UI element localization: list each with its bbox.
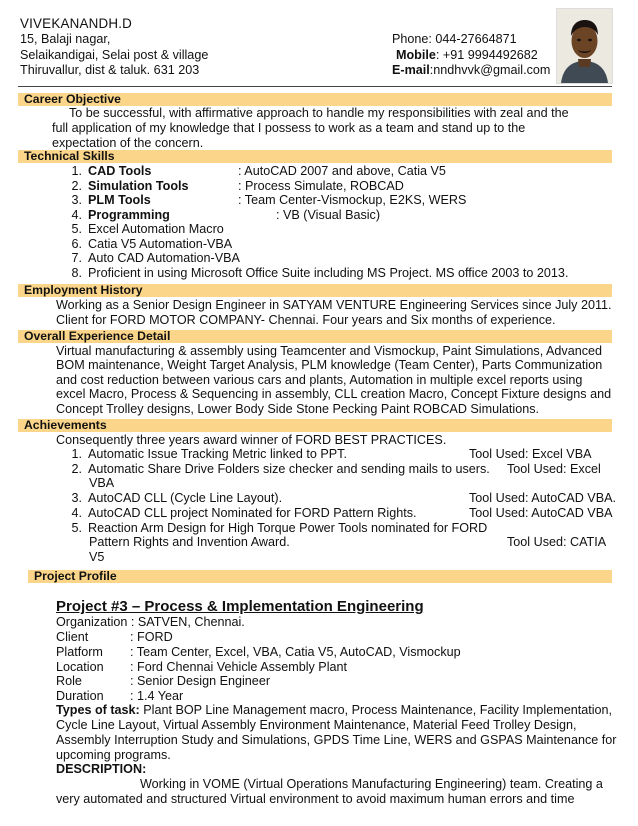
achievement-item: 1. Automatic Issue Tracking Metric linked to PPT. (71, 447, 347, 461)
experience-line-4: excel Macro, Process & Sequencing in assembly, CLL creation Macro, Concept Fixture designs and (56, 387, 612, 401)
skill-item: 8. Proficient in using Microsoft Office Suite including MS Project. MS office 2003 to 2013. (71, 266, 569, 280)
contact-right (392, 32, 557, 79)
section-career-objective: Career Objective (18, 93, 612, 106)
objective-line-3: expectation of the concern. (52, 136, 204, 150)
project-field: Duration : 1.4 Year (56, 689, 184, 703)
skill-item: 1. CAD Tools : AutoCAD 2007 and above, Catia V5 (71, 164, 446, 178)
objective-line-1: To be successful, with affirmative approach to handle my responsibilities with zeal and the (69, 106, 569, 120)
address-line-2: Selaikandigai, Selai post & village (20, 47, 209, 62)
employment-line-1: Working as a Senior Design Engineer in SATYAM VENTURE Engineering Services since July 2011. (56, 298, 612, 312)
achievement-item: 3. AutoCAD CLL (Cycle Line Layout). (71, 491, 283, 505)
description-line-2: very automated and structured Virtual environment to avoid maximum human errors and time (56, 792, 575, 806)
email-value: :nndhvvk@gmail.com (429, 63, 551, 77)
section-overall-experience: Overall Experience Detail (18, 330, 612, 343)
experience-line-5: Concept Trolley designs, Lower Body Side Stone Pecking Paint ROBCAD Simulations. (56, 402, 540, 416)
address-line-1: 15, Balaji nagar, (20, 32, 111, 46)
project-field: Location : Ford Chennai Vehicle Assembly Plant (56, 660, 348, 674)
achievement-tool: Tool Used: AutoCAD VBA (469, 506, 613, 520)
achievement-tool-continued: V5 (89, 550, 105, 564)
profile-photo-illustration (557, 9, 612, 83)
candidate-name: VIVEKANANDH.D (20, 16, 132, 31)
types-of-task-label: Types of task: (56, 703, 140, 717)
skill-item: 3. PLM Tools : Team Center-Vismockup, E2KS, WERS (71, 193, 467, 207)
achievement-tool: Tool Used: AutoCAD VBA. (469, 491, 616, 505)
phone-value: : 044-27664871 (428, 32, 517, 46)
phone-label: Phone (392, 32, 429, 46)
project-field: Role : Senior Design Engineer (56, 674, 271, 688)
objective-line-2: full application of my knowledge that I possess to work as a team and stand up to the (52, 121, 526, 135)
project-title: Project #3 – Process & Implementation Engineering (56, 598, 424, 615)
email-label: E-mail (392, 63, 430, 77)
achievement-item: 5. Reaction Arm Design for High Torque Power Tools nominated for FORD (71, 521, 488, 535)
description-line-1: Working in VOME (Virtual Operations Manufacturing Engineering) team. Creating a (140, 777, 603, 791)
skill-item: 6. Catia V5 Automation-VBA (71, 237, 233, 251)
achievement-item: 4. AutoCAD CLL project Nominated for FORD Pattern Rights. (71, 506, 417, 520)
types-of-task-line-1: Types of task: Plant BOP Line Management macro, Process Maintenance, Facility Implementation, (56, 703, 613, 717)
experience-line-1: Virtual manufacturing & assembly using Teamcenter and Vismockup, Paint Simulations, Advanced (56, 344, 603, 358)
section-achievements: Achievements (18, 419, 612, 432)
phone-line (392, 32, 557, 48)
experience-line-2: BOM maintenance, Weight Target Analysis, PLM knowledge (Team Center), Parts Communization (56, 358, 603, 372)
achievement-tool: Tool Used: CATIA (507, 535, 607, 549)
description-label: DESCRIPTION: (56, 762, 147, 776)
email-line (392, 63, 557, 79)
profile-photo (556, 8, 613, 84)
address-line-3: Thiruvallur, dist & taluk. 631 203 (20, 63, 200, 77)
achievement-tool: Tool Used: Excel VBA (469, 447, 592, 461)
achievements-intro: Consequently three years award winner of FORD BEST PRACTICES. (56, 433, 447, 447)
mobile-value: : +91 9994492682 (435, 47, 538, 62)
skill-item: 2. Simulation Tools : Process Simulate, ROBCAD (71, 179, 404, 193)
project-field: Client : FORD (56, 630, 173, 644)
experience-line-3: and cost reduction between various cars and plants, Automation in multiple excel reports using (56, 373, 583, 387)
contact-left (20, 16, 350, 79)
skill-item: 5. Excel Automation Macro (71, 222, 224, 236)
achievement-item-line-2: Pattern Rights and Invention Award. (89, 535, 290, 549)
skill-item: 7. Auto CAD Automation-VBA (71, 251, 240, 265)
types-of-task-line-2: Cycle Line Layout, Virtual Assembly Environment Maintenance, Material Feed Trolley Design, (56, 718, 577, 732)
project-field: Platform : Team Center, Excel, VBA, Catia V5, AutoCAD, Vismockup (56, 645, 461, 659)
achievement-tool-continued: VBA (89, 476, 115, 490)
achievement-item: 2. Automatic Share Drive Folders size checker and sending mails to users. (71, 462, 490, 476)
mobile-label: Mobile (396, 47, 436, 62)
section-technical-skills: Technical Skills (18, 150, 612, 163)
types-of-task-line-4: upcoming programs. (56, 748, 171, 762)
achievement-tool: Tool Used: Excel (507, 462, 601, 476)
skill-item: 4. Programming : VB (Visual Basic) (71, 208, 381, 222)
project-organization: Organization : SATVEN, Chennai. (56, 615, 245, 629)
employment-line-2: Client for FORD MOTOR COMPANY- Chennai. Four years and Six months of experience. (56, 313, 556, 327)
mobile-line (392, 48, 557, 64)
types-of-task-line-3: Assembly Interruption Study and Simulations, GPDS Time Line, WERS and GSPAS Maintenance for (56, 733, 617, 747)
header-divider (18, 86, 612, 87)
section-project-profile: Project Profile (28, 570, 612, 583)
section-employment-history: Employment History (18, 284, 612, 297)
